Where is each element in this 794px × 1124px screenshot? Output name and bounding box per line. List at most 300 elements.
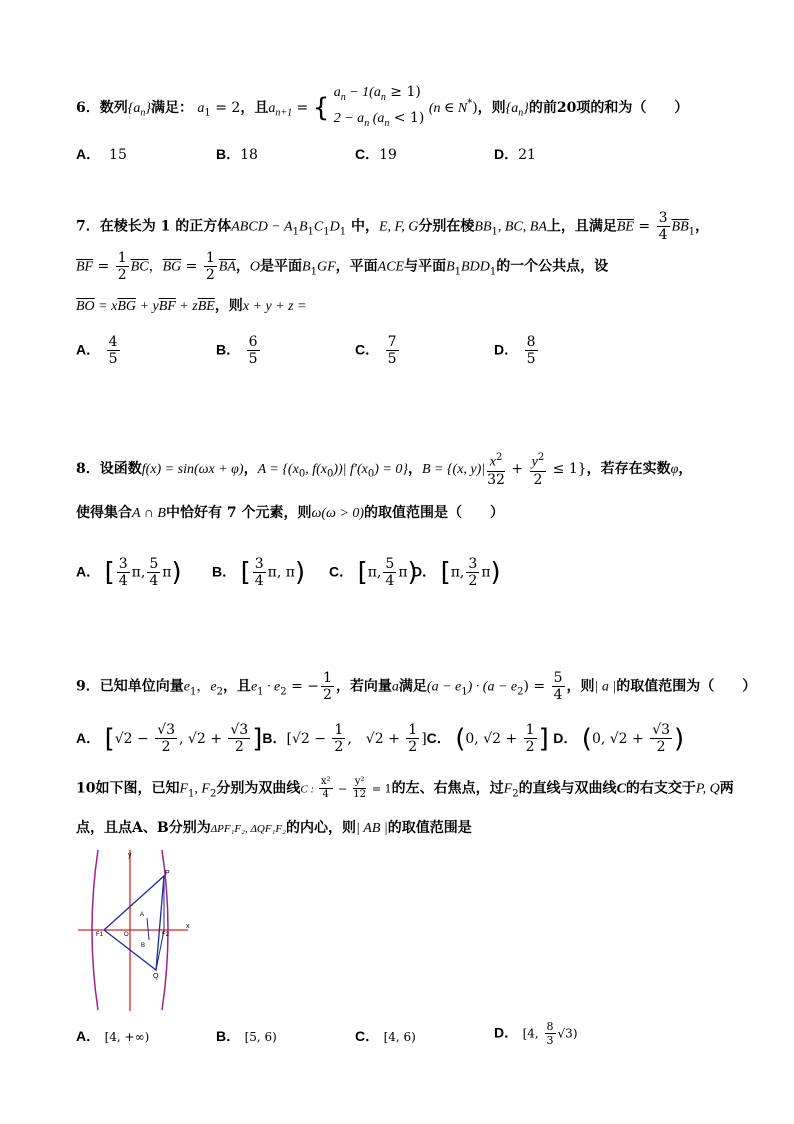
q6-seq-end: } <box>145 100 151 116</box>
frac-den: 5 <box>108 351 118 367</box>
q10-frac-x <box>319 776 333 801</box>
q9-sub: 1 <box>461 686 468 698</box>
option-label: B． <box>262 729 287 746</box>
q7-text: 分别在棱 <box>418 218 475 235</box>
frac-num: x² <box>320 776 331 787</box>
option-t: π <box>162 564 172 581</box>
q7-vec: $\overline{BG}$ <box>117 299 137 314</box>
q10-sub: 2 <box>209 788 217 800</box>
q7-vec-bc: $\overline{BC}$ <box>130 259 149 275</box>
q6-seq2: {a <box>505 100 519 116</box>
q10-sub: 2 <box>512 788 519 800</box>
q10-option-c[interactable] <box>355 1026 416 1047</box>
q9-comma: ， <box>196 678 211 695</box>
frac-num: 1 <box>334 722 344 738</box>
frac-num: 6 <box>248 334 258 350</box>
q9-e1: e <box>183 679 190 695</box>
q6-sub: n <box>518 107 524 119</box>
q7-vec-be: $\overline{BE}$ <box>616 219 634 235</box>
q7-text: ，则 <box>214 298 243 314</box>
q9-frac <box>552 670 565 703</box>
q7-edge: BB <box>474 219 492 235</box>
q9-sub: 1 <box>257 686 264 698</box>
option-frac <box>466 556 479 589</box>
q9-text: 满足 <box>398 678 427 695</box>
q6-cond: (n ∈ N <box>428 100 468 116</box>
label-f2: F2 <box>162 932 170 938</box>
bracket: ) <box>490 557 501 588</box>
q6-text: ，且 <box>240 99 269 116</box>
frac-num: 1 <box>117 250 127 266</box>
frac-num: y² <box>354 776 365 787</box>
q7-t: + y <box>136 299 159 314</box>
q9-text: ，若向量 <box>335 678 392 695</box>
frac-den: 2 <box>533 471 543 488</box>
q8-le: ≤ 1} <box>548 460 587 477</box>
q7-plane: B <box>302 259 311 275</box>
q6-t: n <box>340 91 346 103</box>
q8-number: 8． <box>76 460 100 477</box>
q8-text: 的取值范围是（ ） <box>364 505 505 521</box>
q7-line-1 <box>76 210 709 243</box>
bracket: ) <box>294 557 306 588</box>
q8-set-a: A = {(x <box>257 461 299 477</box>
q8-line-2 <box>76 503 504 524</box>
q7-plane: GF <box>316 259 336 275</box>
option-label: C． <box>329 563 354 580</box>
frac-den: 3 <box>546 1034 554 1047</box>
q7-sub: 1 <box>310 266 317 278</box>
option-value: [5, 6) <box>244 1030 277 1044</box>
q9-option-b[interactable] <box>262 722 427 755</box>
q10-minus: − <box>334 782 351 796</box>
frac-den: 5 <box>387 351 397 367</box>
q8-func: f(x) = sin(ωx + φ) <box>141 461 244 477</box>
q10-c: C : <box>300 783 317 796</box>
q10-text: 的左、右焦点，过 <box>391 780 504 797</box>
q7-frac-3-4 <box>657 210 670 243</box>
label-b: B <box>141 943 146 949</box>
q7-vec-ba: $\overline{BA}$ <box>218 259 236 275</box>
q10-number: 10 <box>76 780 96 797</box>
frac-den: 2 <box>117 267 127 283</box>
q6-text: ，则 <box>477 99 506 116</box>
q9-text: ，且 <box>222 678 251 695</box>
q10-option-d[interactable] <box>494 1020 578 1047</box>
q10-eq: = 1 <box>368 782 392 796</box>
q8-text: 中恰好有 7 个元素，则 <box>165 505 312 521</box>
frac-den: 4 <box>385 573 395 589</box>
frac-den: 5 <box>526 351 536 367</box>
q7-text: 在棱长为 1 的正方体 <box>99 218 232 235</box>
q10-abs-ab: | AB | <box>355 821 388 836</box>
q10-c: C <box>616 781 626 797</box>
q8-text: ，若存在实数 <box>586 460 671 477</box>
frac-den: 32 <box>487 471 505 488</box>
q10-option-a[interactable] <box>76 1026 149 1047</box>
frac-num: 3 <box>118 556 128 572</box>
q6-a1: a <box>197 100 205 116</box>
option-label: C． <box>426 729 451 746</box>
q7-line-2: $\overline{BF}$ = $\frac{1}{2}$ $\overline{BC}$，$\overline{BG}$ = $\frac{1}{2}$ $\overline{BA}$，O是平面$B_1GF$，平面ACE与平面$B_1BDD_1$的一个公共点，设 <box>76 250 609 283</box>
q6-t: 2 − a <box>333 110 365 126</box>
frac-num: 5 <box>385 556 395 572</box>
q6-sup: * <box>467 98 473 110</box>
q9-text: 已知单位向量 <box>99 678 184 695</box>
q10-tri: ΔPF₁F₂, ΔQF₁F₂ <box>210 823 286 835</box>
bracket: [ <box>357 557 368 588</box>
frac-num: 8 <box>526 334 536 350</box>
option-t: [√2 − <box>286 730 331 747</box>
q10-text: 如下图，已知 <box>95 780 180 797</box>
q8-option-b[interactable] <box>212 556 305 589</box>
frac-den: 2 <box>234 739 244 755</box>
q6-sub: n+1 <box>275 107 293 119</box>
option-t: , √2 + <box>179 730 227 747</box>
option-frac <box>545 1020 556 1047</box>
q8-option-d[interactable] <box>412 556 501 589</box>
q7-vec-bo: $\overline{BO}$ <box>76 299 95 314</box>
q9-expr: ) = <box>523 678 550 695</box>
q7-frac <box>116 250 129 283</box>
q10-text: 点，且点 <box>76 820 132 836</box>
frac-den: 2 <box>408 739 418 755</box>
option-value: [4, +∞) <box>104 1030 150 1044</box>
option-label: B． <box>212 563 237 580</box>
label-o: O <box>124 932 129 938</box>
q8-sup: 2 <box>495 452 503 463</box>
frac-num: 1 <box>205 250 215 266</box>
bracket: [ <box>104 723 115 754</box>
q10-frac-y <box>353 776 367 801</box>
q7-text: ， <box>695 218 710 235</box>
option-label: C． <box>355 146 380 162</box>
q10-text: 的直线与双曲线 <box>518 780 617 797</box>
q7-sub: 1 <box>489 266 497 278</box>
q6-text: 满足： <box>150 99 193 116</box>
q7-option-c[interactable] <box>355 334 401 367</box>
option-t: π <box>481 564 491 581</box>
bracket: ) <box>171 557 182 588</box>
option-t: 0, √2 + <box>465 730 522 747</box>
q10-text: 分别为 <box>168 820 211 836</box>
frac-den: 2 <box>334 739 344 755</box>
q7-edges: , BC, BA <box>497 219 547 235</box>
q7-sub: 1 <box>491 226 498 238</box>
q7-vec-bg: $\overline{BG}$ <box>162 259 182 275</box>
q9-expr: ) · (a − e <box>467 679 518 695</box>
q6-case1 <box>334 82 425 108</box>
q8-omega: ω(ω > 0) <box>311 506 365 521</box>
q6-stem <box>76 82 688 134</box>
option-t: π <box>398 564 408 581</box>
q7-text: 中， <box>346 218 379 235</box>
q6-cond-end: ) <box>472 99 478 116</box>
option-frac <box>524 722 537 755</box>
q6-an1: a <box>268 100 276 116</box>
triangle-pf1f2-qf1f2 <box>104 876 164 970</box>
bracket: [ <box>240 557 251 588</box>
frac-den: 2 <box>525 739 535 755</box>
q6-seq2-end: } <box>523 100 529 116</box>
q8-option-a[interactable] <box>76 556 182 589</box>
frac-num: √3 <box>157 722 176 738</box>
q9-expr: (a − e <box>426 679 462 695</box>
q10-f: F <box>503 781 513 797</box>
q6-brace: { <box>312 92 330 123</box>
q7-cube: ABCD − A <box>231 219 293 235</box>
q6-t: a <box>333 85 341 100</box>
q10-text: 两 <box>719 780 734 797</box>
frac-num: 5 <box>149 556 159 572</box>
option-frac <box>525 334 538 367</box>
q6-t: n <box>364 117 370 129</box>
q9-option-d[interactable] <box>553 722 685 755</box>
frac-num: 1 <box>525 722 535 738</box>
frac-den: 2 <box>468 573 478 589</box>
q6-option-b[interactable] <box>216 144 258 165</box>
q6-sub: n <box>140 107 146 119</box>
option-value: 18 <box>240 147 258 163</box>
q7-efg: E, F, G <box>378 219 419 235</box>
q7-cube: C <box>313 219 324 235</box>
option-label: D． <box>553 729 578 746</box>
option-frac <box>406 722 419 755</box>
option-frac <box>332 722 345 755</box>
label-a: A <box>140 912 145 918</box>
q7-t: = x <box>94 299 118 314</box>
q10-ab: A、B <box>132 820 169 836</box>
q10-text: 的内心，则 <box>285 820 356 836</box>
frac-num: 4 <box>108 334 118 350</box>
frac-den: 4 <box>658 227 668 243</box>
option-label: A． <box>76 146 101 162</box>
q8-sub: 0 <box>367 468 375 480</box>
q8-line-1 <box>76 450 692 488</box>
q7-option-a[interactable] <box>76 334 122 367</box>
q6-eq: = <box>292 99 313 116</box>
option-frac <box>107 334 120 367</box>
q8-aib: A ∩ B <box>132 506 166 521</box>
frac-num: √3 <box>652 722 671 738</box>
option-value: 15 <box>109 147 127 163</box>
q8-frac-y <box>530 450 547 488</box>
q10-option-b[interactable] <box>216 1026 277 1047</box>
label-q: Q <box>153 973 159 980</box>
q7-cube: D <box>329 219 340 235</box>
q7-plane: B <box>446 259 455 275</box>
q7-text: 是平面 <box>260 258 303 275</box>
option-label: D． <box>494 1024 519 1041</box>
option-label: D． <box>494 146 519 162</box>
q9-option-a[interactable] <box>76 722 263 755</box>
q8-set-b: B = {(x, y)| <box>421 461 486 477</box>
q7-vec-bf: $\overline{BF}$ <box>76 259 94 275</box>
q8-set-a: ))| f′(x <box>333 461 368 477</box>
option-t: 0, √2 + <box>591 730 649 747</box>
frac-num: 5 <box>553 670 563 686</box>
q7-sub: 1 <box>323 226 330 238</box>
option-frac <box>386 334 399 367</box>
q8-text: 设函数 <box>99 460 142 477</box>
q7-sub: 1 <box>307 226 314 238</box>
frac-num: √3 <box>230 722 249 738</box>
q8-text: ， <box>678 460 693 477</box>
q6-t: < 1) <box>389 109 425 126</box>
q7-text: 上，且满足 <box>546 218 617 235</box>
frac-den: 2 <box>161 739 171 755</box>
q6-case2 <box>334 108 425 134</box>
q10-line-1 <box>76 776 734 804</box>
q9-sub: 2 <box>216 686 223 698</box>
q7-xyz: x + y + z = <box>242 299 307 314</box>
option-label: D． <box>494 341 519 358</box>
q8-sub: 0 <box>326 468 334 480</box>
q6-option-a[interactable] <box>76 144 127 165</box>
q6-t: n <box>380 91 386 103</box>
bracket: ( <box>581 723 592 754</box>
frac-num: 7 <box>387 334 397 350</box>
q8-option-c[interactable] <box>329 556 418 589</box>
frac-den: 4 <box>118 573 128 589</box>
q6-seq: {a <box>127 100 141 116</box>
q7-t: + z <box>175 299 198 314</box>
q7-plane: BDD <box>461 259 490 275</box>
option-label: C． <box>355 341 380 358</box>
option-frac <box>383 556 396 589</box>
q9-abs-a: | a | <box>594 679 617 695</box>
q7-option-d[interactable] <box>494 334 540 367</box>
option-value: [4, 6) <box>383 1030 416 1044</box>
option-t: π, <box>131 564 146 581</box>
option-t: π, <box>367 564 382 581</box>
q7-vec: $\overline{BE}$ <box>197 299 215 314</box>
label-x: x <box>186 923 190 930</box>
q7-text: ， <box>235 258 250 275</box>
frac-den: 2 <box>205 267 215 283</box>
bracket: ] <box>252 723 263 754</box>
option-frac <box>253 556 266 589</box>
option-value: 21 <box>518 147 536 163</box>
option-label: A． <box>76 563 101 580</box>
frac-den: 12 <box>353 789 366 800</box>
q6-t: − 1(a <box>345 85 381 100</box>
q7-line-3 <box>76 296 307 317</box>
q8-plus: + <box>506 460 528 477</box>
q7-vec-bb1: $\overline{BB}$ <box>671 219 689 235</box>
q10-sub: 1 <box>188 788 195 800</box>
option-frac <box>117 556 130 589</box>
option-frac <box>147 556 160 589</box>
option-label: B． <box>216 341 241 358</box>
q10-text: 的右支交于 <box>625 780 696 797</box>
q9-dot: · e <box>263 679 281 695</box>
q9-dot: e <box>250 679 258 695</box>
q7-text: 与平面 <box>404 258 447 275</box>
q7-sub: 1 <box>292 226 299 238</box>
frac-den: 4 <box>254 573 264 589</box>
option-value: [4, <box>522 1026 543 1041</box>
q8-text: ， <box>407 460 422 477</box>
q6-text: 数列 <box>99 99 128 116</box>
option-label: C． <box>355 1028 380 1044</box>
q9-a: a <box>391 679 399 695</box>
label-p: P <box>165 870 170 877</box>
option-frac <box>155 722 177 755</box>
q6-t: n <box>384 117 390 129</box>
frac-den: 4 <box>149 573 159 589</box>
q6-sub: 1 <box>204 107 211 119</box>
frac-num: 8 <box>546 1020 554 1033</box>
option-t: π, π <box>267 564 295 581</box>
frac-den: 4 <box>322 789 329 800</box>
q8-sub: 0 <box>298 468 306 480</box>
bracket: ) <box>674 723 685 754</box>
option-frac <box>228 722 250 755</box>
frac-num: 1 <box>323 670 332 686</box>
frac-den: 2 <box>656 739 666 755</box>
q8-frac-x <box>487 450 505 488</box>
q9-line-1 <box>76 670 756 703</box>
bracket: ( <box>455 723 466 754</box>
frac-num: 3 <box>658 210 668 226</box>
q6-option-d[interactable] <box>494 144 536 165</box>
option-value: 19 <box>379 147 397 163</box>
option-label: A． <box>76 341 101 358</box>
q7-number: 7． <box>76 218 100 235</box>
bracket: [ <box>104 557 115 588</box>
q10-text: 分别为双曲线 <box>216 780 301 797</box>
bracket: ] <box>538 723 549 754</box>
q6-option-c[interactable] <box>355 144 397 165</box>
q9-sub: 1 <box>189 686 197 698</box>
q6-tail: 的前20项的和为（ ） <box>528 99 689 116</box>
q8-text: 使得集合 <box>76 505 132 521</box>
q7-sub: 1 <box>454 266 462 278</box>
option-frac <box>650 722 672 755</box>
q8-set-a: , f(x <box>305 461 327 477</box>
segment-ab <box>147 918 149 940</box>
frac-num: 3 <box>254 556 264 572</box>
option-label: A． <box>76 1028 101 1044</box>
frac-den: 5 <box>248 351 258 367</box>
q7-sub: 1 <box>688 226 696 238</box>
q7-text: ，平面 <box>335 258 378 275</box>
q8-set-a: ) = 0} <box>374 461 408 477</box>
q10-f: F <box>179 781 189 797</box>
frac-num: 1 <box>408 722 418 738</box>
q9-text: ，则 <box>566 678 595 695</box>
q9-sub: 2 <box>517 686 524 698</box>
label-y: y <box>128 852 132 859</box>
q8-t: x <box>489 454 496 470</box>
q6-a1eq: = 2 <box>210 99 241 116</box>
option-t: , √2 + <box>347 730 405 747</box>
option-t: √2 − <box>114 730 154 747</box>
frac-den: 2 <box>323 687 332 703</box>
q9-options <box>76 722 684 755</box>
q10-pq: P, Q <box>695 781 720 797</box>
q10-line-2 <box>76 818 472 839</box>
q7-vec: $\overline{BF}$ <box>158 299 176 314</box>
q9-option-c[interactable] <box>426 722 549 755</box>
q7-option-b[interactable] <box>216 334 262 367</box>
bracket: ) <box>407 557 418 588</box>
q8-phi: φ <box>670 461 679 477</box>
q7-cube: B <box>298 219 308 235</box>
label-f1: F1 <box>96 932 104 938</box>
q8-t: y <box>531 454 538 470</box>
